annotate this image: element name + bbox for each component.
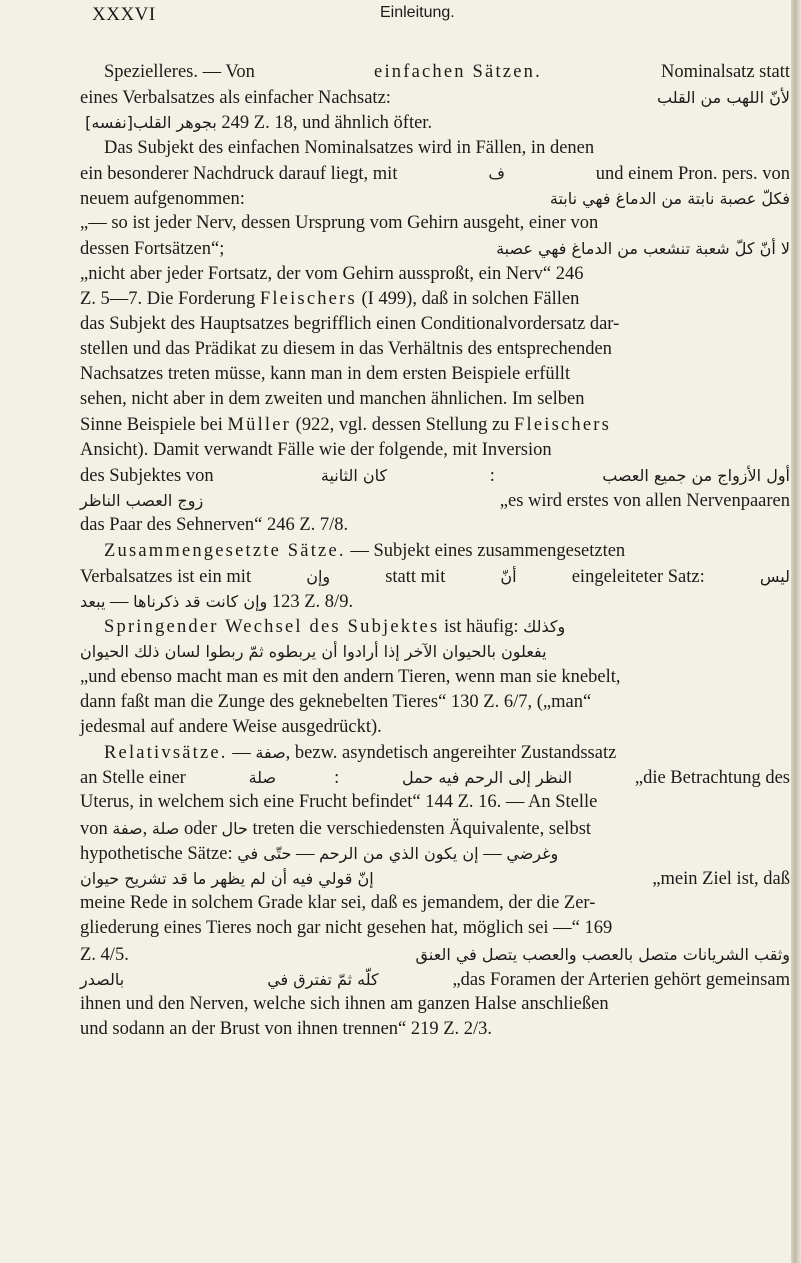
page-number: XXXVI <box>92 4 156 25</box>
text-line <box>80 287 790 312</box>
arabic-text: كلّه ثمّ تفترق في <box>267 969 379 989</box>
text-line <box>80 488 790 513</box>
text-segment: von <box>80 818 113 839</box>
text-segment: statt mit <box>380 566 450 587</box>
text-segment: treten die verschiedensten Äquivalente, selbst <box>247 818 592 839</box>
text-segment: eines Verbalsatzes als einfacher Nachsatz: <box>80 88 396 109</box>
text-line <box>80 413 790 438</box>
page-header <box>0 0 790 40</box>
text-segment: oder <box>179 818 222 839</box>
text-segment: an Stelle einer <box>80 768 191 789</box>
text-segment: (922, vgl. dessen Stellung zu <box>291 414 515 435</box>
text-line <box>80 136 790 161</box>
text-segment: dessen Fortsätzen“; <box>80 239 229 260</box>
text-segment: Das Subjekt des einfachen Nominalsatzes wird in Fällen, in denen <box>104 137 595 158</box>
text-line <box>80 312 790 337</box>
text-segment: sehen, nicht aber in dem zweiten und manchen ähnlichen. Im selben <box>80 389 585 410</box>
text-segment: eingeleiteter Satz: <box>567 566 710 587</box>
text-segment: das Subjekt des Hauptsatzes begrifflich einen Conditionalvordersatz dar- <box>80 313 620 334</box>
text-line <box>80 539 790 564</box>
text-segment: stellen und das Prädikat zu diesem in das Verhältnis des entsprechenden <box>80 339 612 360</box>
text-segment: „und ebenso macht man es mit den andern Tieren, wenn man sie knebelt, <box>80 666 621 687</box>
text-segment: Nachsatzes treten müsse, kann man in dem ersten Beispiele erfüllt <box>80 364 571 385</box>
text-segment: Uterus, in welchem sich eine Frucht befindet“ 144 Z. 16. — An Stelle <box>80 792 598 813</box>
text-line <box>80 916 790 941</box>
text-segment: „die Betrachtung des <box>630 768 790 789</box>
text-segment: 249 Z. 18, und ähnlich öfter. <box>216 113 433 134</box>
text-segment: — <box>227 743 256 764</box>
text-line <box>80 715 790 740</box>
text-segment: 123 Z. 8/9. <box>267 591 354 612</box>
text-line <box>80 513 790 538</box>
text-segment: , <box>142 818 152 839</box>
text-line <box>80 362 790 387</box>
text-segment: meine Rede in solchem Grade klar sei, daß es jemandem, der die Zer- <box>80 893 596 914</box>
text-line <box>80 967 790 992</box>
arabic-text: حال <box>221 818 248 838</box>
text-line <box>80 564 790 589</box>
arabic-text: صفة <box>255 743 286 763</box>
spaced-heading: Müller <box>227 414 292 435</box>
text-segment: des Subjektes von <box>80 466 219 486</box>
body-text <box>80 60 790 1042</box>
arabic-text: إنّ قولي فيه أن لم يظهر ما قد تشريح حيوان <box>80 869 374 888</box>
text-segment: Nominalsatz statt <box>656 62 790 82</box>
arabic-text: [نفسه] <box>80 113 133 133</box>
text-segment: ein besonderer Nachdruck darauf liegt, mit <box>80 163 403 184</box>
spaced-heading: Zusammengesetzte Sätze. <box>104 540 346 561</box>
text-segment: Ansicht). Damit verwandt Fälle wie der folgende, mit Inversion <box>80 439 552 460</box>
text-segment: Sinne Beispiele bei <box>80 414 228 435</box>
arabic-text: وكذلك <box>523 617 566 637</box>
text-line <box>80 161 790 186</box>
text-segment: „nicht aber jeder Fortsatz, der vom Gehirn aussproßt, ein Nerv“ 246 <box>80 263 584 284</box>
text-line <box>80 186 790 211</box>
arabic-text: فكلّ عصبة نابتة من الدماغ فهي نابتة <box>549 188 790 208</box>
text-line <box>80 765 790 790</box>
text-line <box>80 337 790 362</box>
arabic-text: كان الثانية <box>320 466 388 485</box>
text-segment: und sodann an der Brust von ihnen trennen“ 219 Z. 2/3. <box>80 1019 493 1040</box>
arabic-text: ف <box>488 163 505 183</box>
text-line <box>80 211 790 236</box>
arabic-text: زوج العصب الناظر <box>80 491 204 511</box>
text-line <box>80 589 790 614</box>
text-line <box>80 891 790 916</box>
arabic-text: بالصدر <box>80 969 125 989</box>
text-segment: ihnen und den Nerven, welche sich ihnen am ganzen Halse anschließen <box>80 993 609 1014</box>
arabic-text: وثقب الشريانات متصل بالعصب والعصب يتصل في العنق <box>415 944 790 964</box>
arabic-text: حتّى في <box>237 843 292 863</box>
text-segment: das Paar des Sehnerven“ 246 Z. 7/8. <box>80 515 349 536</box>
text-line <box>80 1017 790 1042</box>
arabic-text: لأنّ اللهب من القلب <box>656 88 790 108</box>
text-line <box>80 942 790 967</box>
text-segment: — Subjekt eines zusammengesetzten <box>345 540 626 561</box>
text-segment: : <box>489 466 500 486</box>
text-segment: Spezielleres. — Von <box>104 62 260 82</box>
text-line <box>80 262 790 287</box>
text-segment: dann faßt man die Zunge des geknebelten Tieres“ 130 Z. 6/7, („man“ <box>80 691 592 712</box>
spaced-heading: Fleischers <box>514 414 612 435</box>
arabic-text: إن يكون الذي من الرحم <box>319 843 479 863</box>
text-segment: „das Foramen der Arterien gehört gemeinsam <box>447 969 790 990</box>
text-segment: und einem Pron. pers. von <box>591 163 790 184</box>
text-segment: Verbalsatzes ist ein mit <box>80 566 256 587</box>
text-line <box>80 992 790 1017</box>
text-line <box>80 60 790 85</box>
text-segment: ist häufig: <box>439 617 524 638</box>
text-line <box>80 841 790 866</box>
text-segment: neuem aufgenommen: <box>80 188 250 209</box>
text-segment: , bezw. asyndetisch angereihter Zustandssatz <box>285 743 617 764</box>
text-line <box>80 816 790 841</box>
text-segment: „— so ist jeder Nerv, dessen Ursprung vom Gehirn ausgeht, einer von <box>80 213 599 234</box>
text-segment: „es wird erstes von allen Nervenpaaren <box>495 491 790 512</box>
text-line <box>80 740 790 765</box>
spaced-heading: Springender Wechsel des Subjektes <box>104 617 440 638</box>
text-segment: — <box>291 843 320 864</box>
arabic-text: صلة <box>151 818 180 838</box>
arabic-text: أول الأزواج من جميع العصب <box>602 466 790 485</box>
text-segment: „mein Ziel ist, daß <box>647 869 790 889</box>
arabic-text: وإن كانت قد ذكرناها <box>133 591 268 611</box>
text-line <box>80 110 790 135</box>
text-line <box>80 790 790 815</box>
text-segment: Z. 4/5. <box>80 944 134 965</box>
text-line <box>80 236 790 261</box>
page-edge <box>791 0 801 1263</box>
text-line <box>80 438 790 463</box>
text-line <box>80 463 790 488</box>
text-line <box>80 665 790 690</box>
text-line <box>80 387 790 412</box>
spaced-heading: Fleischers <box>259 288 357 309</box>
text-segment: — <box>478 843 507 864</box>
spaced-heading: Relativsätze. <box>104 743 228 764</box>
arabic-text: النظر إلى الرحم فيه حمل <box>402 768 573 788</box>
text-line <box>80 639 790 664</box>
arabic-text: وغرضي <box>506 843 559 863</box>
arabic-text: صفة <box>112 818 143 838</box>
text-segment: jedesmal auf andere Weise ausgedrückt). <box>80 716 382 737</box>
text-line <box>80 690 790 715</box>
text-segment: — <box>105 591 134 612</box>
text-line <box>80 866 790 891</box>
spaced-heading: einfachen Sätzen. <box>374 62 542 82</box>
arabic-text: أنّ <box>500 566 517 586</box>
text-segment: : <box>334 768 344 789</box>
arabic-text: يبعد <box>80 591 106 611</box>
text-line <box>80 85 790 110</box>
text-segment: gliederung eines Tieres noch gar nicht gesehen hat, möglich sei —“ 169 <box>80 918 613 939</box>
text-segment: (I 499), daß in solchen Fällen <box>356 288 580 309</box>
text-line <box>80 614 790 639</box>
arabic-text: بجوهر القلب <box>132 113 217 133</box>
arabic-text: ليس <box>759 566 790 586</box>
running-title: Einleitung. <box>380 4 455 21</box>
arabic-text: لا أنّ كلّ شعبة تنشعب من الدماغ فهي عصبة <box>496 239 790 259</box>
text-segment: hypothetische Sätze: <box>80 843 238 864</box>
arabic-text: وإن <box>306 566 331 586</box>
text-segment <box>193 968 198 993</box>
text-segment: Z. 5—7. Die Forderung <box>80 288 260 309</box>
arabic-text: يفعلون بالحيوان الآخر إذا أرادوا أن يربطوه ثمّ ربطوا لسان ذلك الحيوان <box>80 642 547 662</box>
arabic-text: صلة <box>248 768 277 788</box>
